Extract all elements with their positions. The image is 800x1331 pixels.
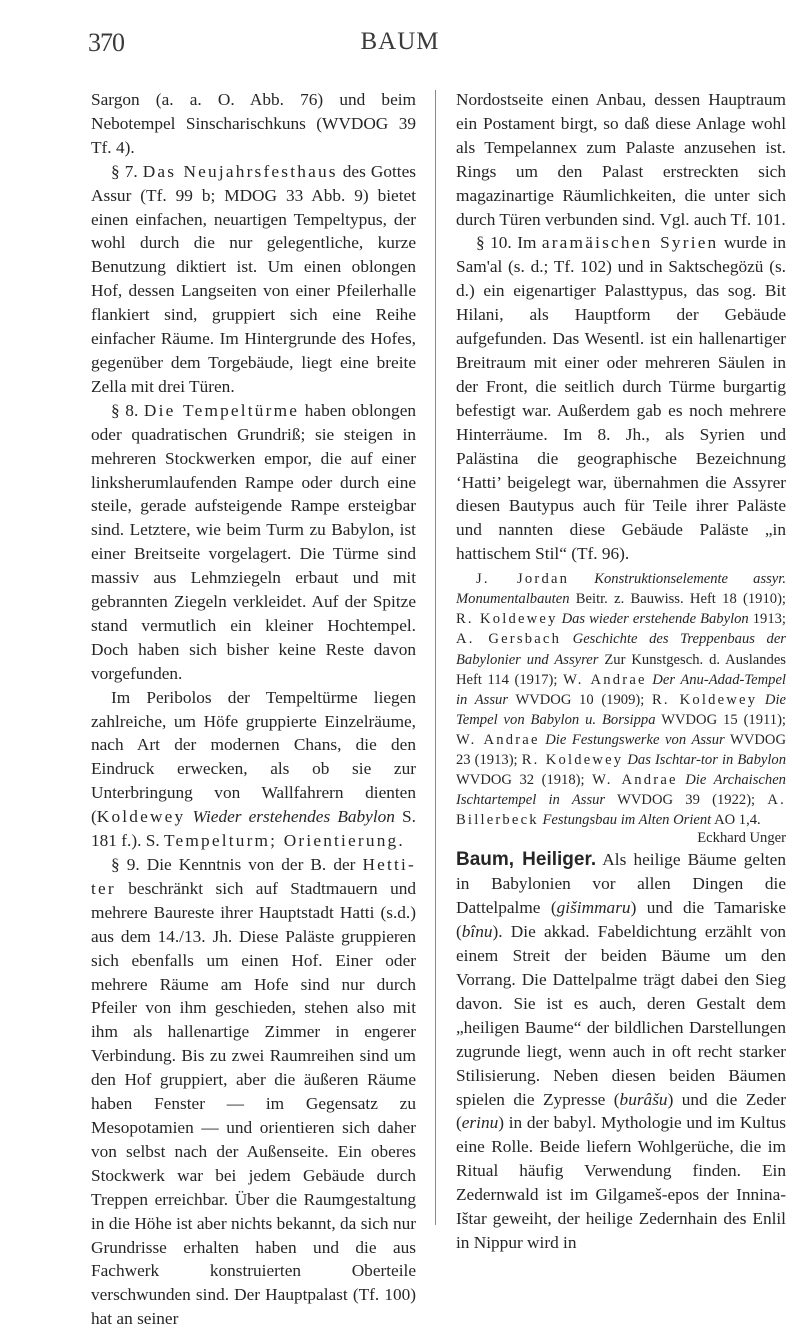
section-term: Hetti-ter	[91, 855, 416, 898]
paragraph: § 9. Die Kenntnis von der B. der Hetti-ter beschränkt sich auf Stadtmauern und mehrere Baureste ihrer Hauptstadt Hatti (s.d.) aus dem 14./13. Jh. Diese Paläste gruppieren sich ebenfalls um einen Hof. Einer oder mehrere Räume am Hofe sind nur durch Pfeiler von ihm geschieden, stehen also mit ihm als hallenartige Zimmer in engerer Verbindung. Bis zu zwei Raumreihen sind um den Hof gruppiert, aber die äußeren Räume haben Fenster — im Gegensatz zu Mesopotamien — und orientieren sich daher von selbst nach der Außenseite. Ein oberes Stockwerk war bei jedem Gebäude durch Treppen erreichbar. Über die Raumgestaltung in die Höhe ist aber nichts bekannt, da sich nur Grundrisse erhalten haben und die aus Fachwerk konstruierten Oberteile verschwunden sind. Der Hauptpalast (Tf. 100) hat an seiner	[91, 855, 416, 1329]
bib-entry: R. Koldewey Das wieder erstehende Babylon 1913;	[456, 611, 786, 628]
section-term: Das Neujahrsfesthaus	[142, 161, 338, 181]
paragraph: § 7. Das Neujahrsfesthaus des Gottes Assur (Tf. 99 b; MDOG 33 Abb. 9) bietet einen einfachen, neuartigen Tempeltypus, der wohl durch die nur gelegentliche, kurze Benutzung diktiert ist. Um einen oblongen Hof, dessen Langseiten von einer Pfeilerhalle flankiert sind, gruppiert sich eine Reihe einfacher Räume. Im Hintergrunde des Hofes, gegenüber dem Torgebäude, liegt eine breite Zella mit drei Türen.	[91, 161, 417, 396]
bib-entry: W. Andrae Der Anu-Adad-Tempel in Assur WVDOG 10 (1909);	[456, 671, 786, 708]
bib-entry: W. Andrae Die Festungswerke von Assur WVDOG 23 (1913);	[456, 731, 786, 768]
paragraph: § 10. Im aramäischen Syrien wurde in Sam'al (s. d.; Tf. 102) und in Saktschegözü (s. d.) ein eigenartiger Palasttypus, das sog. Bit Hilani, als Hauptform der Gebäude aufgefunden. Das Wesentl. ist ein hallenartiger Breitraum mit einer oder mehreren Säulen in der Front, die seitlich durch Türme burgartig befestigt war. Außerdem gab es noch mehrere Hinterräume. Im 8. Jh., als Syrien und Palästina die geographische Bezeichnung ‘Hatti’ beigelegt war, übernahmen die Assyrer diesen Bautypus auch für Teile ihrer Paläste und nannten diese Gebäude Paläste „in hattischem Stil“ (Tf. 96).	[456, 233, 786, 564]
book-title: Wieder erstehendes Babylon	[192, 807, 395, 827]
left-column	[91, 88, 416, 1331]
right-column	[456, 88, 786, 1255]
paragraph: Im Peribolos der Tempeltürme liegen zahlreiche, um Höfe gruppierte Einzelräume, nach Art der modernen Chans, die den Eindruck erwecken, als ob sie zur Unterbringung von Wallfahrern dienten (Koldewey Wieder erstehendes Babylon S. 181 f.). S. Tempelturm; Orientierung.	[91, 687, 416, 851]
section-term: aramäischen Syrien	[541, 233, 719, 253]
cross-reference: Tempelturm; Orientierung.	[163, 831, 405, 851]
entry-heading: Baum, Heiliger.	[456, 849, 597, 871]
bib-entry: R. Koldewey Das Ischtar-tor in Babylon WVDOG 32 (1918);	[456, 751, 786, 789]
section-term: Die Tempeltürme	[143, 400, 300, 420]
bibliography	[456, 569, 786, 848]
page-number: 370	[88, 28, 124, 57]
author-name: Koldewey	[96, 807, 186, 827]
bib-entry: A. Billerbeck Festungsbau im Alten Orient AO 1,4.	[456, 792, 786, 829]
bib-entry: J. Jordan Konstruktionselemente assyr. Monumentalbauten Beitr. z. Bauwiss. Heft 18 (1910);	[456, 571, 786, 608]
entry-paragraph: Baum, Heiliger. Als heilige Bäume gelten in Babylonien vor allen Dingen die Dattelpalme (gišimmaru) und die Tamariske (bînu). Die akkad. Fabeldichtung erzählt von einem Streit der beiden Bäume um den Vorrang. Die Dattelpalme trägt dabei den Sieg davon. Sie ist es auch, deren Gestalt dem „heiligen Baume“ der bildlichen Darstellungen zugrunde liegt, wenn auch in oft recht starker Stilisierung. Neben diesen beiden Bäumen spielen die Zypresse (burâšu) und die Zeder (erinu) in der babyl. Mythologie und im Kultus eine Rolle. Beide liefern Wohlgerüche, die im Ritual häufig Verwendung finden. Ein Zedernwald ist im Gilgameš-epos der Innina-Ištar geweiht, der heilige Zedernhain des Enlil in Nippur wird in	[456, 849, 786, 1252]
bib-entry: W. Andrae Die Archaischen Ischtartempel in Assur WVDOG 39 (1922);	[456, 772, 786, 809]
article-author-signature: Eckhard Unger	[697, 830, 786, 847]
paragraph: Nordostseite einen Anbau, dessen Hauptraum ein Postament birgt, so daß diese Anlage wohl als Tempelannex zum Palaste anzusehen ist. Rings um den Palast erstreckten sich magazinartige Räumlichkeiten, die unter sich durch Türen verbunden sind. Vgl. auch Tf. 101.	[456, 90, 786, 229]
bib-entry: A. Gersbach Geschichte des Treppenbaus der Babylonier und Assyrer Zur Kunstgesch. d. Auslandes Heft 114 (1917);	[456, 631, 786, 688]
paragraph: Sargon (a. a. O. Abb. 76) und beim Nebotempel Sinscharischkuns (WVDOG 39 Tf. 4).	[91, 90, 416, 157]
column-divider	[435, 90, 436, 1225]
bib-entry: R. Koldewey Die Tempel von Babylon u. Borsippa WVDOG 15 (1911);	[456, 691, 786, 728]
page-header	[0, 28, 800, 68]
paragraph: § 8. Die Tempeltürme haben oblongen oder quadratischen Grundriß; sie steigen in mehreren Stockwerken empor, die auf einer linksherumlaufenden Rampe oder durch eine steile, gerade aufsteigende Rampe ersteigbar sind. Letztere, wie beim Turm zu Babylon, ist einer Breitseite vorgelagert. Die Türme sind massiv aus Lehmziegeln erbaut und mit gebrannten Ziegeln verkleidet. Auf der Spitze stand vermutlich ein kleiner Hochtempel. Doch haben sich bisher keine Reste davon vorgefunden.	[91, 400, 417, 683]
running-title: BAUM	[360, 28, 440, 55]
